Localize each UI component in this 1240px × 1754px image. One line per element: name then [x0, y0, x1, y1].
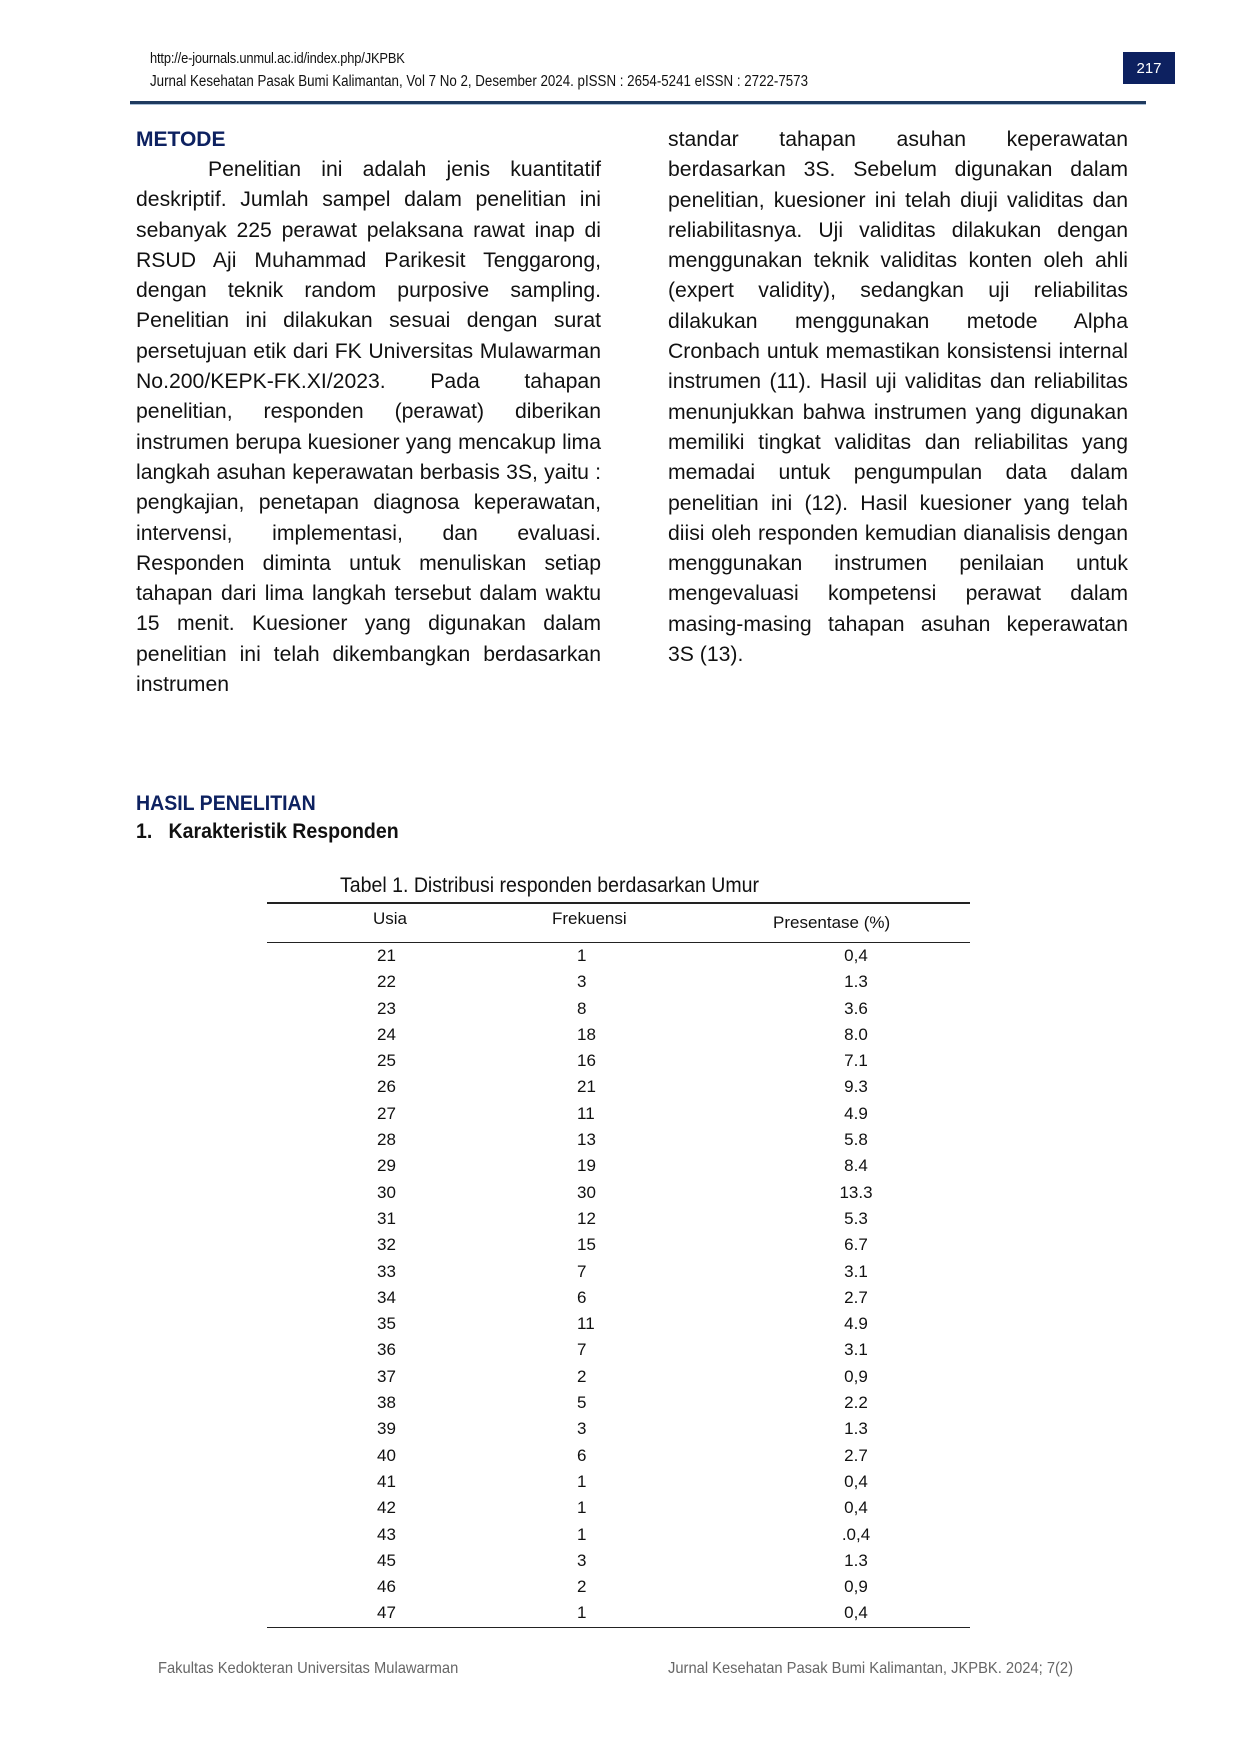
- cell-frekuensi: 18: [577, 1024, 596, 1044]
- cell-presentase: 4.9: [844, 1314, 868, 1334]
- page-number-badge: 217: [1123, 52, 1175, 84]
- cell-usia: 30: [377, 1182, 396, 1202]
- cell-presentase: 0,4: [844, 1603, 868, 1623]
- table-row: [267, 1074, 970, 1100]
- cell-frekuensi: 30: [577, 1182, 596, 1202]
- cell-frekuensi: 7: [577, 1340, 587, 1360]
- table-bottom-rule: [267, 1627, 970, 1629]
- subsection-number: 1.: [136, 820, 153, 843]
- cell-usia: 39: [377, 1419, 396, 1439]
- table-row: [267, 1443, 970, 1469]
- section-title-metode: METODE: [136, 128, 226, 151]
- cell-usia: 26: [377, 1077, 396, 1097]
- cell-presentase: 3.6: [844, 998, 868, 1018]
- table-row: [267, 1127, 970, 1153]
- cell-frekuensi: 1: [577, 1471, 587, 1491]
- cell-usia: 24: [377, 1024, 396, 1044]
- header-divider-light: [130, 104, 1146, 105]
- cell-presentase: 0,9: [844, 1577, 868, 1597]
- table-row: [267, 1522, 970, 1548]
- table-caption: Tabel 1. Distribusi responden berdasarkan Umur: [340, 874, 760, 897]
- column-header-presentase: Presentase (%): [773, 912, 891, 932]
- cell-frekuensi: 2: [577, 1366, 587, 1386]
- table-row: [267, 1416, 970, 1442]
- cell-frekuensi: 7: [577, 1261, 587, 1281]
- cell-frekuensi: 8: [577, 998, 587, 1018]
- cell-presentase: 5.3: [844, 1208, 868, 1228]
- cell-presentase: 8.0: [844, 1024, 868, 1044]
- cell-usia: 35: [377, 1314, 396, 1334]
- table-row: [267, 943, 970, 969]
- cell-presentase: 6.7: [844, 1235, 868, 1255]
- cell-presentase: 0,4: [844, 1471, 868, 1491]
- table-row: [267, 1574, 970, 1600]
- cell-frekuensi: 3: [577, 1550, 587, 1570]
- cell-usia: 34: [377, 1287, 396, 1307]
- cell-usia: 38: [377, 1393, 396, 1413]
- cell-frekuensi: 3: [577, 972, 587, 992]
- cell-frekuensi: 1: [577, 946, 587, 965]
- cell-usia: 40: [377, 1445, 396, 1465]
- cell-usia: 41: [377, 1471, 396, 1491]
- footer-institution: Fakultas Kedokteran Universitas Mulawarman: [158, 1660, 459, 1677]
- cell-presentase: 1.3: [844, 1550, 868, 1570]
- subsection-title: Karakteristik Responden: [168, 820, 399, 843]
- table-row: [267, 1022, 970, 1048]
- table-row: [267, 1153, 970, 1179]
- cell-usia: 32: [377, 1235, 396, 1255]
- cell-usia: 31: [377, 1208, 396, 1228]
- table-row: [267, 1232, 970, 1258]
- table-row: [267, 1180, 970, 1206]
- cell-usia: 27: [377, 1103, 396, 1123]
- cell-presentase: .0,4: [841, 1524, 871, 1544]
- table-row: [267, 1390, 970, 1416]
- cell-usia: 28: [377, 1130, 396, 1150]
- subsection-heading: [136, 820, 399, 844]
- cell-presentase: 8.4: [844, 1156, 868, 1176]
- age-distribution-table: [267, 902, 970, 1628]
- metode-paragraph-left: Penelitian ini adalah jenis kuantitatif deskriptif. Jumlah sampel dalam penelitian ini sebanyak 225 perawat pelaksana rawat inap di RSUD Aji Muhammad Parikesit Tenggarong, dengan teknik random purposive sampling. Penelitian ini dilakukan sesuai dengan surat persetujuan etik dari FK Universitas Mulawarman No.200/KEPK-FK.XI/2023. Pada tahapan penelitian, responden (perawat) diberikan instrumen berupa kuesioner yang mencakup lima langkah asuhan keperawatan berbasis 3S, yaitu : pengkajian, penetapan diagnosa keperawatan, intervensi, implementasi, dan evaluasi. Responden diminta untuk menuliskan setiap tahapan dari lima langkah tersebut dalam waktu 15 menit. Kuesioner yang digunakan dalam penelitian ini telah dikembangkan berdasarkan instrumen: [136, 158, 601, 697]
- cell-usia: 33: [377, 1261, 396, 1281]
- cell-presentase: 2.7: [844, 1287, 868, 1307]
- column-header-usia: Usia: [373, 908, 408, 928]
- metode-right-column: [668, 125, 1128, 670]
- table-row: [267, 1311, 970, 1337]
- cell-frekuensi: 3: [577, 1419, 587, 1439]
- table-row: [267, 1548, 970, 1574]
- table-row: [267, 1469, 970, 1495]
- table-row: [267, 969, 970, 995]
- table-row: [267, 1364, 970, 1390]
- cell-usia: 23: [377, 998, 396, 1018]
- cell-frekuensi: 12: [577, 1208, 596, 1228]
- cell-presentase: 9.3: [844, 1077, 868, 1097]
- cell-presentase: 13.3: [839, 1182, 873, 1202]
- table-row: [267, 1048, 970, 1074]
- cell-presentase: 2.7: [844, 1445, 868, 1465]
- table-body: [267, 943, 970, 1627]
- cell-presentase: 0,4: [844, 1498, 868, 1518]
- cell-frekuensi: 2: [577, 1577, 587, 1597]
- cell-usia: 45: [377, 1550, 396, 1570]
- cell-presentase: 7.1: [844, 1051, 868, 1071]
- cell-usia: 47: [377, 1603, 396, 1623]
- cell-frekuensi: 11: [577, 1103, 595, 1123]
- cell-presentase: 5.8: [844, 1130, 868, 1150]
- cell-frekuensi: 5: [577, 1393, 587, 1413]
- cell-presentase: 2.2: [844, 1393, 868, 1413]
- cell-presentase: 1.3: [844, 972, 868, 992]
- table-row: [267, 1101, 970, 1127]
- cell-frekuensi: 15: [577, 1235, 596, 1255]
- cell-frekuensi: 16: [577, 1051, 596, 1071]
- cell-usia: 29: [377, 1156, 396, 1176]
- table-row: [267, 1495, 970, 1521]
- table-row: [267, 1600, 970, 1626]
- table-header-row: [267, 904, 970, 942]
- cell-frekuensi: 1: [577, 1498, 587, 1518]
- cell-usia: 25: [377, 1051, 396, 1071]
- cell-frekuensi: 6: [577, 1287, 587, 1307]
- table-row: [267, 1259, 970, 1285]
- cell-usia: 36: [377, 1340, 396, 1360]
- cell-frekuensi: 11: [577, 1314, 595, 1334]
- cell-presentase: 0,9: [844, 1366, 868, 1386]
- cell-usia: 42: [377, 1498, 396, 1518]
- column-header-frekuensi: Frekuensi: [552, 908, 627, 928]
- table-row: [267, 1206, 970, 1232]
- metode-paragraph-right: standar tahapan asuhan keperawatan berdasarkan 3S. Sebelum digunakan dalam penelitian, kuesioner ini telah diuji validitas dan reliabilitasnya. Uji validitas dilakukan dengan menggunakan teknik validitas konten oleh ahli (expert validity), sedangkan uji reliabilitas dilakukan menggunakan metode Alpha Cronbach untuk memastikan konsistensi internal instrumen (11). Hasil uji validitas dan reliabilitas menunjukkan bahwa instrumen yang digunakan memiliki tingkat validitas dan reliabilitas yang memadai untuk pengumpulan data dalam penelitian ini (12). Hasil kuesioner yang telah diisi oleh responden kemudian dianalisis dengan menggunakan instrumen penilaian untuk mengevaluasi kompetensi perawat dalam masing-masing tahapan asuhan keperawatan 3S (13).: [668, 128, 1128, 667]
- cell-usia: 22: [377, 972, 396, 992]
- cell-presentase: 1.3: [844, 1419, 868, 1439]
- table-row: [267, 1337, 970, 1363]
- metode-left-column: [136, 125, 601, 700]
- cell-frekuensi: 6: [577, 1445, 587, 1465]
- cell-frekuensi: 19: [577, 1156, 596, 1176]
- cell-frekuensi: 1: [577, 1524, 587, 1544]
- footer-journal-citation: Jurnal Kesehatan Pasak Bumi Kalimantan, JKPBK. 2024; 7(2): [668, 1660, 1074, 1677]
- cell-usia: 46: [377, 1577, 396, 1597]
- cell-presentase: 3.1: [844, 1261, 868, 1281]
- journal-citation-line: Jurnal Kesehatan Pasak Bumi Kalimantan, Vol 7 No 2, Desember 2024. pISSN : 2654-5241 eISSN : 2722-7573: [150, 73, 809, 90]
- cell-presentase: 0,4: [844, 946, 868, 965]
- cell-frekuensi: 13: [577, 1130, 596, 1150]
- journal-url[interactable]: http://e-journals.unmul.ac.id/index.php/JKPBK: [150, 50, 405, 67]
- cell-presentase: 4.9: [844, 1103, 868, 1123]
- cell-presentase: 3.1: [844, 1340, 868, 1360]
- cell-usia: 21: [377, 946, 396, 965]
- cell-usia: 37: [377, 1366, 396, 1386]
- table-row: [267, 996, 970, 1022]
- table-row: [267, 1285, 970, 1311]
- cell-frekuensi: 1: [577, 1603, 587, 1623]
- section-title-hasil: HASIL PENELITIAN: [136, 792, 316, 815]
- cell-frekuensi: 21: [577, 1077, 596, 1097]
- cell-usia: 43: [377, 1524, 396, 1544]
